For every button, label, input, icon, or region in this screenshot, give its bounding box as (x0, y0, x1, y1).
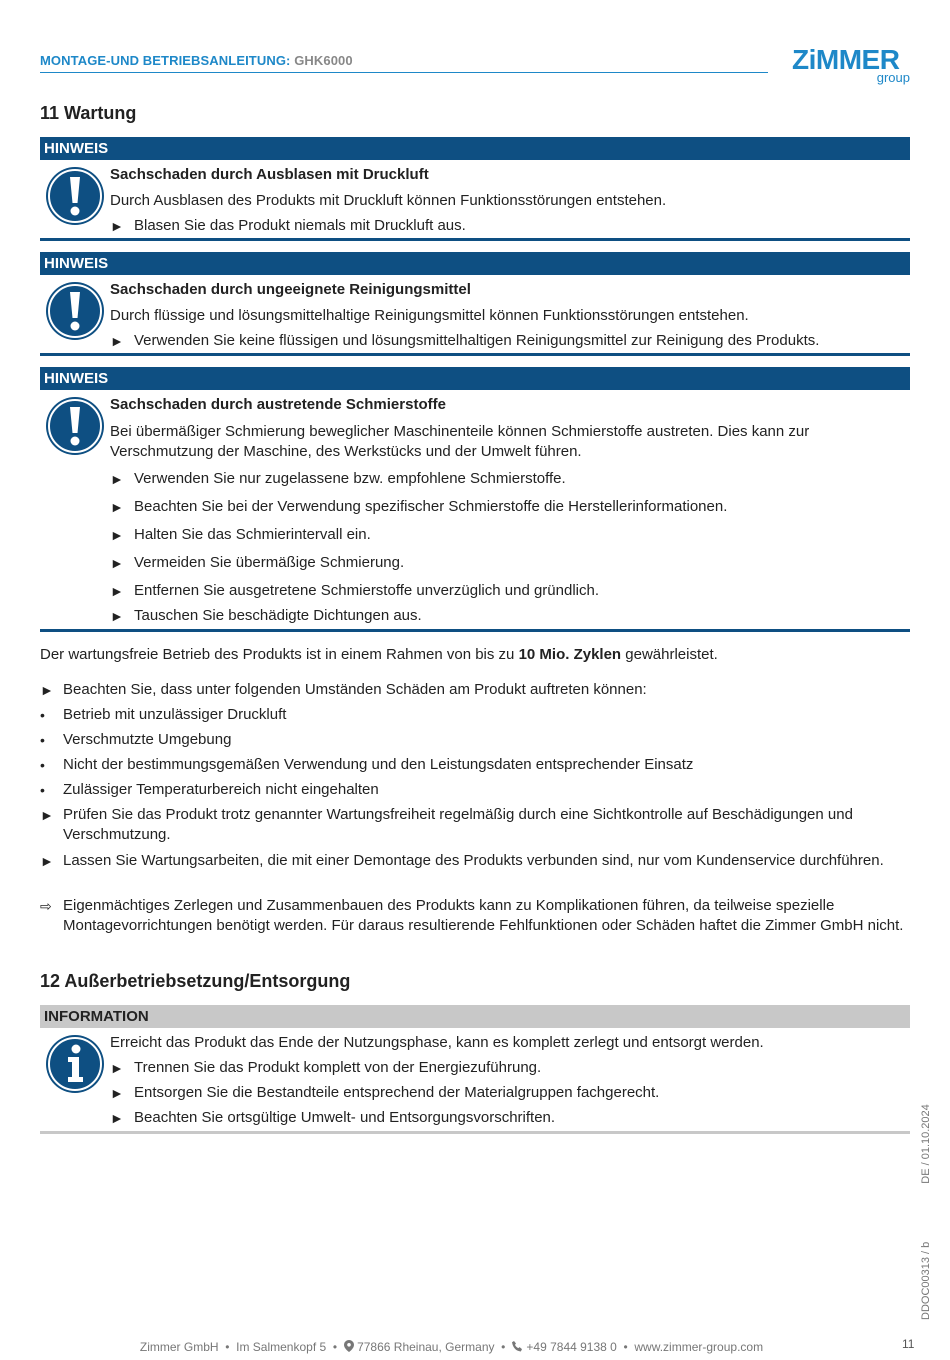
footer-separator: • (329, 1340, 341, 1354)
notice-step-text: Verwenden Sie keine flüssigen und lösungsmittelhaltigen Reinigungsmittel zur Reinigung des Produkts. (134, 332, 820, 349)
footer-company: Zimmer GmbH (139, 1340, 219, 1354)
para-text-before: Der wartungsfreie Betrieb des Produkts ist in einem Rahmen von bis zu (40, 646, 519, 663)
notice-label: HINWEIS (40, 137, 910, 160)
notice-text: Durch flüssige und lösungsmittelhaltige Reinigungsmittel können Funktionsstörungen entstehen. (110, 307, 749, 324)
list-item-text: Nicht der bestimmungsgemäßen Verwendung und den Leistungsdaten entsprechender Einsatz (63, 756, 694, 773)
notice-step-text: Halten Sie das Schmierintervall ein. (134, 526, 371, 543)
para-text-bold: 10 Mio. Zyklen (518, 646, 622, 663)
arrow-right-icon: ► (110, 1110, 124, 1126)
list-item (40, 705, 910, 725)
information-bottom-rule (40, 1131, 910, 1134)
notice-step (110, 497, 910, 517)
logo-sub: group (876, 70, 910, 85)
notice-step-text: Beachten Sie bei der Verwendung spezifischer Schmierstoffe die Herstellerinformationen. (134, 498, 728, 515)
info-icon (44, 1033, 106, 1095)
notice-step-text: Tauschen Sie beschädigte Dichtungen aus. (134, 607, 422, 624)
notice-content (110, 395, 910, 626)
arrow-right-icon: ► (110, 218, 124, 234)
notice-step-text: Verwenden Sie nur zugelassene bzw. empfohlene Schmierstoffe. (134, 470, 566, 487)
list-item-text: Eigenmächtiges Zerlegen und Zusammenbauen des Produkts kann zu Komplikationen führen, da teilweise spezielle Montagevorrichtungen benötigt werden. Für daraus resultierende Fehlfunktionen oder Schäden haftet die Zimmer GmbH nicht. (63, 897, 904, 934)
footer-street: Im Salmenkopf 5 (236, 1340, 327, 1354)
exclamation-icon (44, 280, 106, 342)
arrow-right-icon: ► (110, 608, 124, 624)
result-arrow-icon: ⇨ (40, 898, 52, 914)
notice-text: Bei übermäßiger Schmierung beweglicher Maschinenteile können Schmierstoffe austreten. Dies kann zur Verschmutzung der Maschine, des Werkstücks und der Umwelt führen. (110, 423, 810, 460)
arrow-right-icon: ► (110, 1060, 124, 1076)
arrow-right-icon: ► (110, 499, 124, 515)
notice-box-2 (40, 252, 910, 358)
notice-step (110, 216, 910, 236)
notice-heading: Sachschaden durch ungeeignete Reinigungsmittel (110, 281, 471, 298)
notice-content (110, 165, 910, 236)
notice-step-text: Blasen Sie das Produkt niemals mit Druckluft aus. (134, 217, 466, 234)
notice-label: HINWEIS (40, 252, 910, 275)
information-box (40, 1005, 910, 1135)
notice-box-3 (40, 367, 910, 635)
information-step-text: Entsorgen Sie die Bestandteile entsprechend der Materialgruppen fachgerecht. (134, 1084, 660, 1101)
arrow-right-icon: ► (110, 333, 124, 349)
zimmer-logo (792, 46, 912, 92)
notice-bottom-rule (40, 238, 910, 241)
list-item (40, 730, 910, 750)
header-doc-id: GHK6000 (294, 53, 353, 68)
footer-separator: • (620, 1340, 632, 1354)
notice-content (110, 280, 910, 351)
list-item (40, 780, 910, 800)
notice-step (110, 331, 910, 351)
list-item-text: Beachten Sie, dass unter folgenden Umständen Schäden am Produkt auftreten können: (63, 681, 647, 698)
list-item (40, 680, 910, 700)
notice-label: HINWEIS (40, 367, 910, 390)
information-text: Erreicht das Produkt das Ende der Nutzungsphase, kann es komplett zerlegt und entsorgt werden. (110, 1034, 764, 1051)
header-rule (40, 72, 768, 73)
list-item (40, 851, 910, 871)
side-doc-ref: DDOC00313 / b (920, 1241, 932, 1320)
arrow-right-icon: ► (110, 1085, 124, 1101)
notice-step (110, 525, 910, 545)
arrow-right-icon: ► (110, 583, 124, 599)
para-text-after: gewährleistet. (621, 646, 718, 663)
document-header-title (40, 53, 353, 68)
information-label: INFORMATION (40, 1005, 910, 1028)
information-step-text: Trennen Sie das Produkt komplett von der Energiezuführung. (134, 1059, 542, 1076)
notice-heading: Sachschaden durch austretende Schmierstoffe (110, 396, 446, 413)
arrow-right-icon: ► (110, 527, 124, 543)
notice-step (110, 553, 910, 573)
logo-word: ZiMMER (792, 44, 900, 75)
list-item (40, 896, 910, 936)
bullet-icon: • (40, 707, 45, 723)
notice-bottom-rule (40, 629, 910, 632)
footer-city: 77866 Rheinau, Germany (357, 1340, 495, 1354)
footer-web[interactable]: www.zimmer-group.com (634, 1340, 764, 1354)
exclamation-icon (44, 395, 106, 457)
information-content (110, 1033, 910, 1128)
arrow-right-icon: ► (40, 682, 54, 698)
list-item-text: Verschmutzte Umgebung (63, 731, 232, 748)
notice-text: Durch Ausblasen des Produkts mit Druckluft können Funktionsstörungen entstehen. (110, 192, 667, 209)
arrow-right-icon: ► (110, 471, 124, 487)
header-title-prefix: MONTAGE-UND BETRIEBSANLEITUNG: (40, 53, 295, 68)
notice-step (110, 469, 910, 489)
notice-step (110, 581, 910, 601)
list-item-text: Lassen Sie Wartungsarbeiten, die mit einer Demontage des Produkts verbunden sind, nur vom Kundenservice durchführen. (63, 852, 884, 869)
information-step (110, 1058, 910, 1078)
arrow-right-icon: ► (40, 853, 54, 869)
list-item (40, 755, 910, 775)
information-step (110, 1108, 910, 1128)
arrow-right-icon: ► (40, 807, 54, 823)
notice-box-1 (40, 137, 910, 243)
bullet-icon: • (40, 732, 45, 748)
notice-step (110, 606, 910, 626)
list-item-text: Zulässiger Temperaturbereich nicht eingehalten (63, 781, 379, 798)
footer-separator: • (221, 1340, 233, 1354)
side-date: DE / 01.10.2024 (920, 1104, 932, 1184)
phone-icon (512, 1341, 523, 1352)
notice-step-text: Entfernen Sie ausgetretene Schmierstoffe unverzüglich und gründlich. (134, 582, 600, 599)
bullet-icon: • (40, 757, 45, 773)
list-item (40, 805, 910, 845)
side-document-reference (920, 1104, 932, 1320)
arrow-right-icon: ► (110, 555, 124, 571)
information-step-text: Beachten Sie ortsgültige Umwelt- und Entsorgungsvorschriften. (134, 1109, 556, 1126)
section-12-title: 12 Außerbetriebsetzung/Entsorgung (40, 971, 351, 991)
footer-phone: +49 7844 9138 0 (526, 1340, 617, 1354)
maintenance-free-paragraph (40, 645, 910, 665)
list-item-text: Prüfen Sie das Produkt trotz genannter Wartungsfreiheit regelmäßig durch eine Sichtkontrolle auf Beschädigungen und Verschmutzung. (63, 806, 853, 843)
page-footer (0, 1340, 903, 1354)
exclamation-icon (44, 165, 106, 227)
location-pin-icon (344, 1340, 354, 1352)
list-item-text: Betrieb mit unzulässiger Druckluft (63, 706, 287, 723)
bullet-icon: • (40, 782, 45, 798)
page-number: 11 (902, 1337, 915, 1351)
notice-step-text: Vermeiden Sie übermäßige Schmierung. (134, 554, 405, 571)
footer-separator: • (497, 1340, 509, 1354)
information-step (110, 1083, 910, 1103)
notice-bottom-rule (40, 353, 910, 356)
notice-heading: Sachschaden durch Ausblasen mit Druckluft (110, 166, 429, 183)
section-11-title: 11 Wartung (40, 103, 137, 123)
